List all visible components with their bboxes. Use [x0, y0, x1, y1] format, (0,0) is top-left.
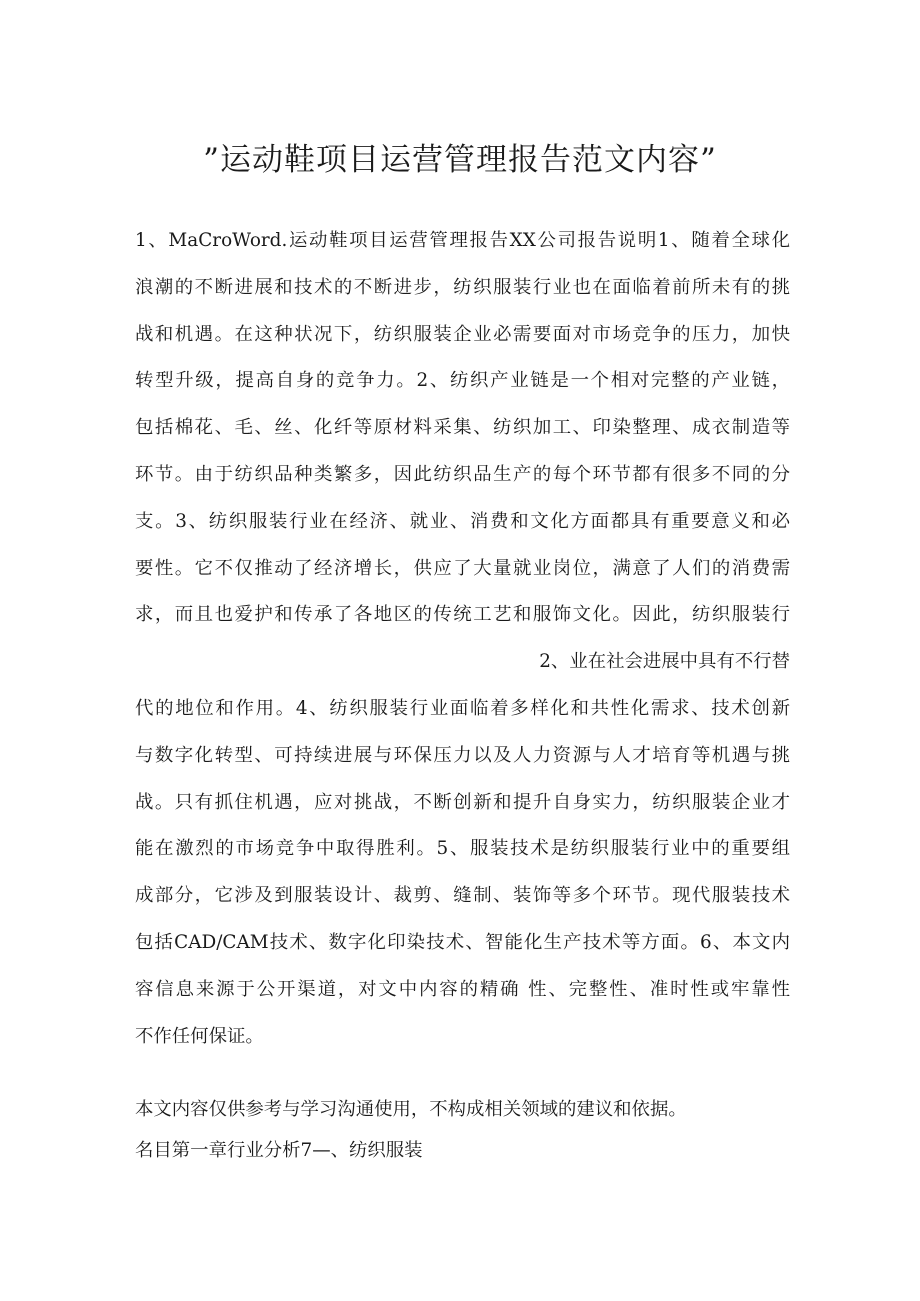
body-line: 包括棉花、毛、丝、化纤等原材料采集、纺织加工、印染整理、成衣制造等 — [135, 417, 790, 439]
body-line: 容信息来源于公开渠道，对文中内容的精确 性、完整性、准时性或牢靠性 — [135, 978, 790, 1000]
body-line: 浪潮的不断进展和技术的不断进步，纺织服装行业也在面临着前所未有的挑 — [135, 276, 790, 298]
body-line: 要性。它不仅推动了经济增长，供应了大量就业岗位，满意了人们的消费需 — [135, 557, 790, 579]
body-line: 不作任何保证。 — [135, 1025, 264, 1047]
body-line: 1、MaCroWord.运动鞋项目运营管理报告XX公司报告说明1、随着全球化 — [135, 230, 790, 251]
body-line: 能在激烈的市场竞争中取得胜利。5、服装技术是纺织服装行业中的重要组 — [135, 838, 790, 860]
body-line: 战和机遇。在这种状况下，纺织服装企业必需要面对市场竞争的压力，加快 — [135, 323, 790, 345]
body-line: 包括CAD/CAM技术、数字化印染技术、智能化生产技术等方面。6、本文内 — [135, 931, 790, 953]
document-title: ”运动鞋项目运营管理报告范文内容” — [203, 142, 717, 178]
body-line: 转型升级，提高自身的竞争力。2、纺织产业链是一个相对完整的产业链， — [135, 370, 790, 392]
body-line: 战。只有抓住机遇，应对挑战，不断创新和提升自身实力，纺织服装企业才 — [135, 791, 790, 813]
report-body — [135, 218, 790, 1060]
body-line: 环节。由于纺织品种类繁多，因此纺织品生产的每个环节都有很多不同的分 — [135, 463, 790, 485]
toc-line: 名目第一章行业分析7—、纺织服装 — [135, 1140, 423, 1161]
body-line: 求，而且也爱护和传承了各地区的传统工艺和服饰文化。因此，纺织服装行 — [135, 604, 790, 626]
body-line: 与数字化转型、可持续进展与环保压力以及人力资源与人才培育等机遇与挑 — [135, 744, 790, 766]
body-line: 支。3、纺织服装行业在经济、就业、消费和文化方面都具有重要意义和必 — [135, 510, 790, 532]
body-line: 成部分，它涉及到服装设计、裁剪、缝制、装饰等多个环节。现代服装技术 — [135, 885, 790, 907]
disclaimer-line: 本文内容仅供参考与学习沟通使用，不构成相关领域的建议和依据。 — [135, 1099, 687, 1120]
body-line-page-break: 2、业在社会进展中具有不行替 — [539, 651, 790, 673]
body-line: 代的地位和作用。4、纺织服装行业面临着多样化和共性化需求、技术创新 — [135, 697, 790, 719]
